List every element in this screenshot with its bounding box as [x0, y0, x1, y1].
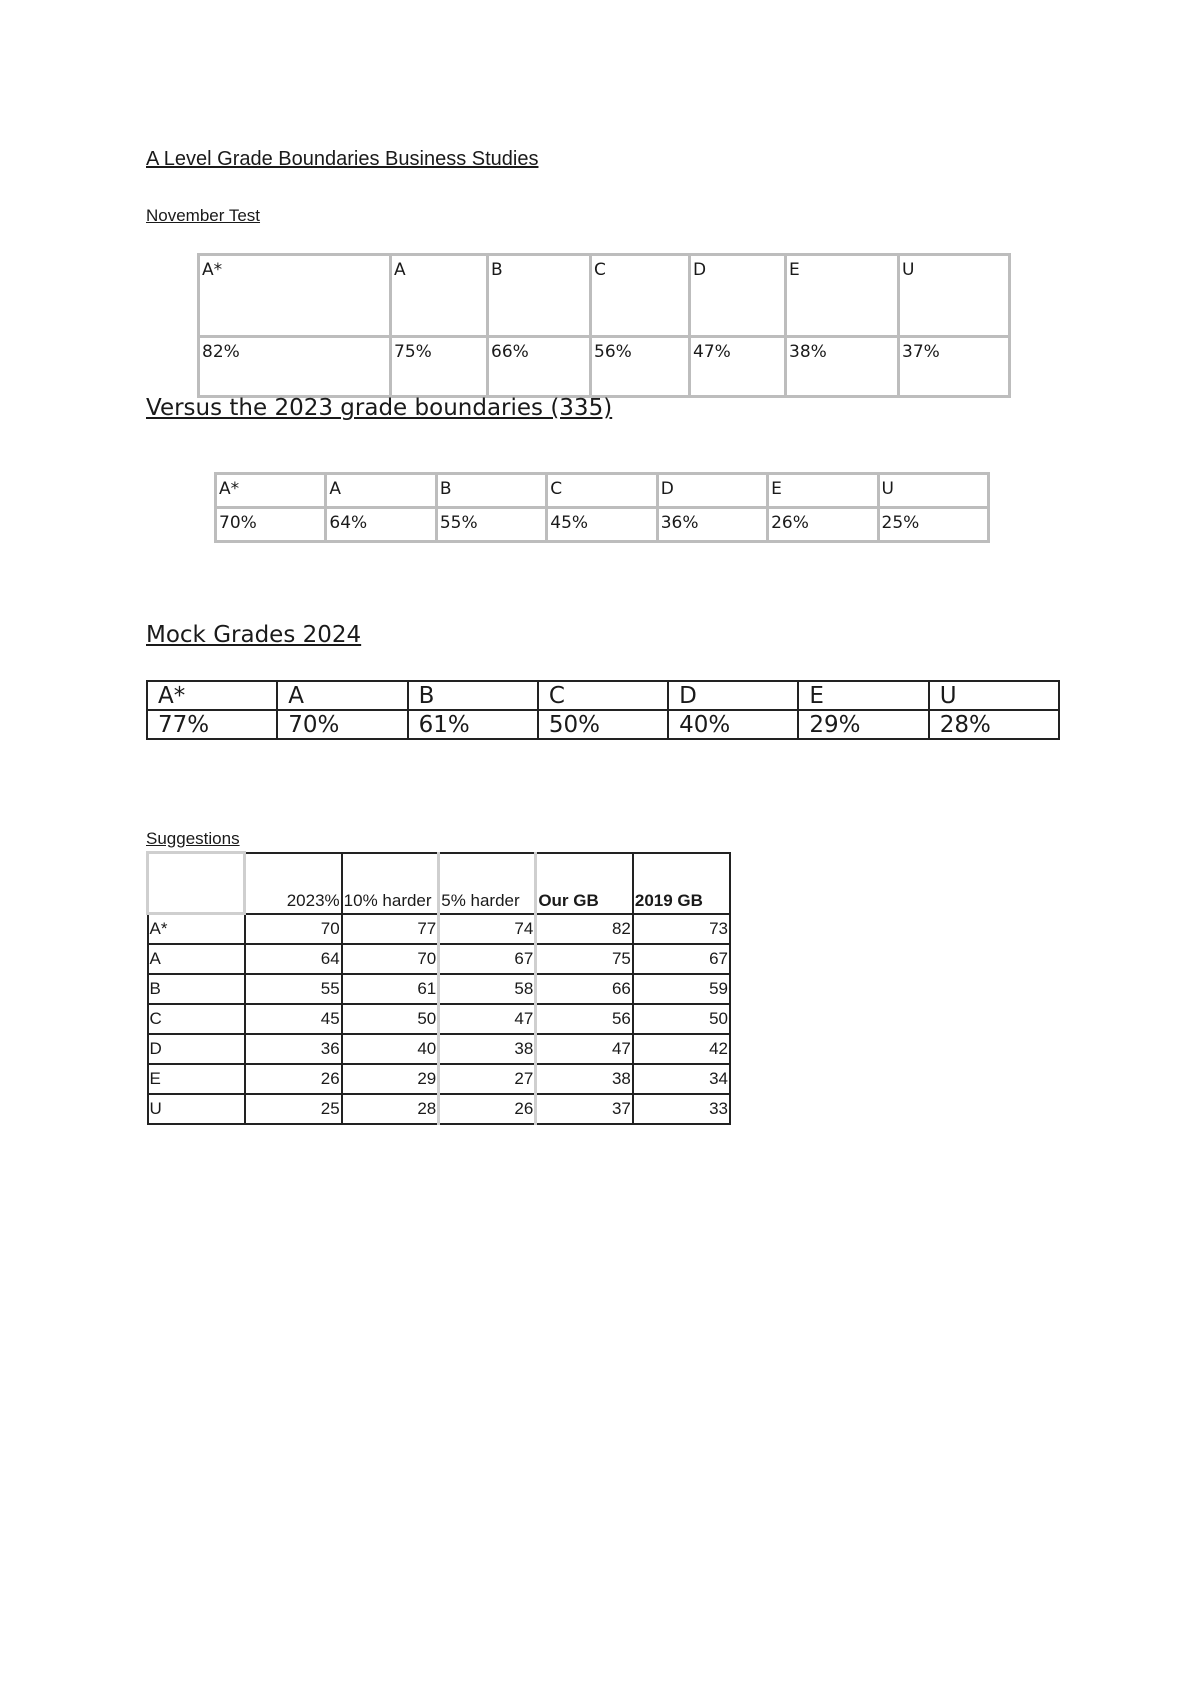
- grade-cell: A*: [199, 255, 391, 337]
- value-cell: 59: [633, 974, 730, 1004]
- table-row: [148, 1064, 731, 1094]
- value-cell: 26: [439, 1094, 536, 1124]
- value-cell: 61: [342, 974, 439, 1004]
- percent-cell: 40%: [668, 710, 798, 739]
- grade-cell: U: [929, 681, 1059, 710]
- grade-cell: U: [148, 1094, 245, 1124]
- value-cell: 25: [245, 1094, 342, 1124]
- grade-row: [147, 681, 1059, 710]
- document-title: A Level Grade Boundaries Business Studies: [146, 148, 539, 170]
- value-cell: 73: [633, 914, 730, 945]
- value-cell: 47: [536, 1034, 633, 1064]
- grade-cell: B: [488, 255, 591, 337]
- grade-cell: D: [690, 255, 786, 337]
- percent-cell: 61%: [408, 710, 538, 739]
- percent-row: [147, 710, 1059, 739]
- value-cell: 38: [439, 1034, 536, 1064]
- grade-cell: A*: [216, 474, 326, 508]
- grade-cell: C: [591, 255, 690, 337]
- table-row: [148, 974, 731, 1004]
- percent-cell: 29%: [798, 710, 928, 739]
- header-row: [148, 853, 731, 914]
- grade-cell: C: [148, 1004, 245, 1034]
- header-cell: Our GB: [536, 853, 633, 914]
- percent-cell: 77%: [147, 710, 277, 739]
- percent-cell: 70%: [277, 710, 407, 739]
- grade-cell: E: [148, 1064, 245, 1094]
- value-cell: 66: [536, 974, 633, 1004]
- percent-cell: 66%: [488, 337, 591, 397]
- value-cell: 50: [633, 1004, 730, 1034]
- grade-cell: D: [148, 1034, 245, 1064]
- percent-cell: 70%: [216, 508, 326, 542]
- november-test-label: November Test: [146, 206, 261, 225]
- grade-cell: A: [277, 681, 407, 710]
- value-cell: 26: [245, 1064, 342, 1094]
- grade-cell: B: [148, 974, 245, 1004]
- suggestions-table: [146, 851, 731, 1125]
- value-cell: 38: [536, 1064, 633, 1094]
- value-cell: 74: [439, 914, 536, 945]
- header-cell: 2023%: [245, 853, 342, 914]
- percent-cell: 55%: [436, 508, 546, 542]
- grade-cell: D: [668, 681, 798, 710]
- value-cell: 27: [439, 1064, 536, 1094]
- value-cell: 28: [342, 1094, 439, 1124]
- percent-cell: 47%: [690, 337, 786, 397]
- percent-cell: 26%: [768, 508, 878, 542]
- versus-2023-heading: Versus the 2023 grade boundaries (335): [146, 395, 613, 421]
- value-cell: 67: [633, 944, 730, 974]
- value-cell: 45: [245, 1004, 342, 1034]
- table-row: [148, 914, 731, 945]
- value-cell: 67: [439, 944, 536, 974]
- grade-row: [199, 255, 1010, 337]
- table-row: [148, 1034, 731, 1064]
- value-cell: 47: [439, 1004, 536, 1034]
- grade-cell: A: [148, 944, 245, 974]
- grade-cell: B: [408, 681, 538, 710]
- november-test-table: [197, 253, 1011, 398]
- grade-cell: D: [657, 474, 767, 508]
- grade-cell: A*: [148, 914, 245, 945]
- value-cell: 33: [633, 1094, 730, 1124]
- percent-cell: 45%: [547, 508, 657, 542]
- percent-cell: 50%: [538, 710, 668, 739]
- value-cell: 36: [245, 1034, 342, 1064]
- value-cell: 77: [342, 914, 439, 945]
- percent-cell: 25%: [878, 508, 988, 542]
- mock-grades-heading: Mock Grades 2024: [146, 622, 362, 648]
- value-cell: 64: [245, 944, 342, 974]
- grade-cell: B: [436, 474, 546, 508]
- grade-cell: A*: [147, 681, 277, 710]
- table-row: [148, 1094, 731, 1124]
- percent-cell: 28%: [929, 710, 1059, 739]
- table-row: [148, 1004, 731, 1034]
- value-cell: 58: [439, 974, 536, 1004]
- percent-cell: 38%: [786, 337, 899, 397]
- grade-cell: A: [326, 474, 436, 508]
- grade-cell: C: [538, 681, 668, 710]
- value-cell: 37: [536, 1094, 633, 1124]
- value-cell: 70: [245, 914, 342, 945]
- percent-row: [216, 508, 989, 542]
- value-cell: 50: [342, 1004, 439, 1034]
- value-cell: 82: [536, 914, 633, 945]
- value-cell: 56: [536, 1004, 633, 1034]
- header-cell: 2019 GB: [633, 853, 730, 914]
- value-cell: 70: [342, 944, 439, 974]
- percent-cell: 37%: [899, 337, 1010, 397]
- grade-boundaries-2023-table: [214, 472, 990, 543]
- percent-cell: 36%: [657, 508, 767, 542]
- grade-cell: E: [786, 255, 899, 337]
- percent-cell: 56%: [591, 337, 690, 397]
- header-cell: 10% harder: [342, 853, 439, 914]
- grade-cell: E: [768, 474, 878, 508]
- value-cell: 40: [342, 1034, 439, 1064]
- percent-row: [199, 337, 1010, 397]
- percent-cell: 75%: [391, 337, 488, 397]
- value-cell: 75: [536, 944, 633, 974]
- grade-row: [216, 474, 989, 508]
- percent-cell: 82%: [199, 337, 391, 397]
- grade-cell: E: [798, 681, 928, 710]
- table-row: [148, 944, 731, 974]
- grade-cell: U: [878, 474, 988, 508]
- grade-cell: A: [391, 255, 488, 337]
- suggestions-label: Suggestions: [146, 829, 240, 848]
- grade-cell: C: [547, 474, 657, 508]
- value-cell: 34: [633, 1064, 730, 1094]
- grade-cell: U: [899, 255, 1010, 337]
- mock-grades-table: [146, 680, 1060, 740]
- header-cell: 5% harder: [439, 853, 536, 914]
- value-cell: 42: [633, 1034, 730, 1064]
- header-cell: [148, 853, 245, 914]
- value-cell: 55: [245, 974, 342, 1004]
- value-cell: 29: [342, 1064, 439, 1094]
- percent-cell: 64%: [326, 508, 436, 542]
